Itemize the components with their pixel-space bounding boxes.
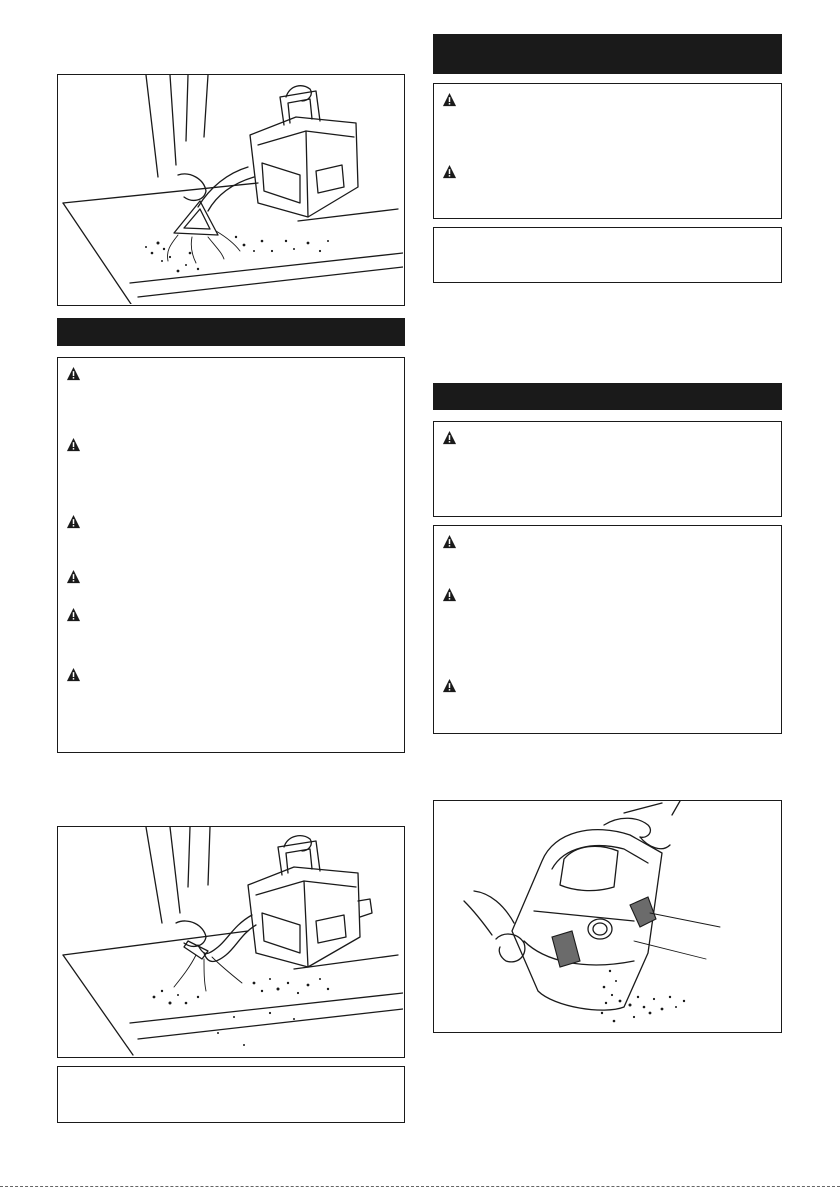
page-bottom-rule xyxy=(0,1186,840,1187)
vacuum-hose-illustration xyxy=(58,827,403,1056)
empty-tank-illustration xyxy=(434,801,780,1031)
warning-box-right-top xyxy=(433,83,782,219)
vacuum-nozzle-illustration xyxy=(58,75,403,304)
note-box-right xyxy=(433,227,782,283)
figure-triangle-nozzle xyxy=(57,74,405,306)
note-box-left xyxy=(57,1066,405,1123)
figure-empty-tank xyxy=(433,800,782,1033)
warning-icon xyxy=(442,92,457,107)
warning-icon xyxy=(442,430,457,445)
warning-icon xyxy=(442,587,457,602)
warning-icon xyxy=(442,534,457,549)
warning-icon xyxy=(66,366,81,381)
warning-icon xyxy=(442,678,457,693)
section-heading-bar xyxy=(57,318,405,346)
warning-icon xyxy=(66,569,81,584)
warning-icon xyxy=(66,607,81,622)
warning-box-left xyxy=(57,357,405,753)
warning-icon xyxy=(442,164,457,179)
warning-icon xyxy=(66,514,81,529)
section-heading-bar xyxy=(433,34,782,74)
warning-icon xyxy=(66,437,81,452)
section-heading-bar xyxy=(433,383,782,410)
warning-box-right-triple xyxy=(433,525,782,734)
figure-hose-only xyxy=(57,826,405,1058)
warning-box-right-single xyxy=(433,421,782,517)
warning-icon xyxy=(66,667,81,682)
